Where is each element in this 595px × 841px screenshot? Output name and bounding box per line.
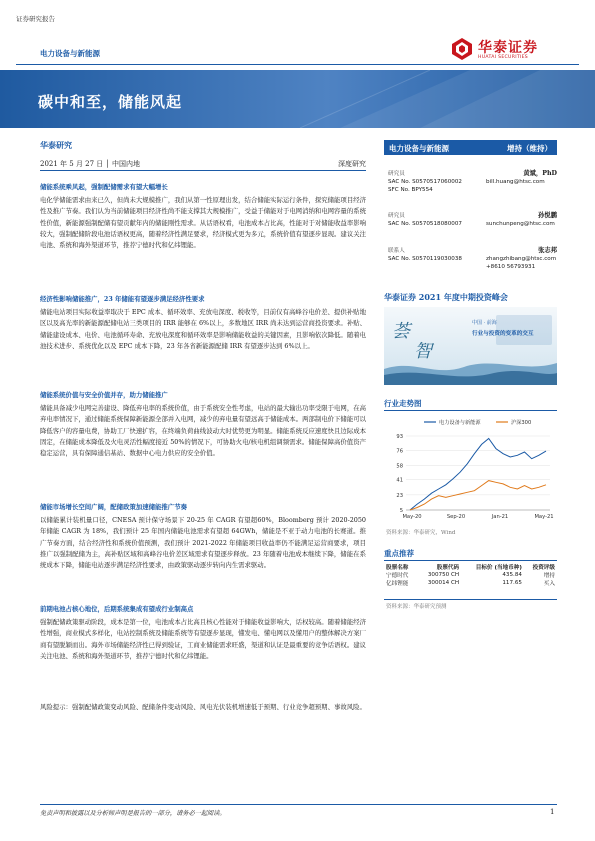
analyst-email[interactable]: zhangzhibang@htsc.com bbox=[486, 256, 557, 263]
target-price: 435.84 bbox=[502, 572, 522, 578]
section-2 bbox=[40, 294, 366, 352]
trend-source: 资料来源：华泰研究，Wind bbox=[386, 530, 456, 536]
legend-label: 电力设备与新能源 bbox=[439, 420, 481, 426]
summit-banner-image[interactable] bbox=[384, 307, 557, 385]
section-text: 电化学储能需求由来已久，但尚未大规模推广，我们从第一性原理出发，结合储能实际运行条件，探究储能项目经济性及推广节奏。我们认为当前储能项目经济性尚不能支撑其大规模推广，受益于储能对于电网消纳和电网容量的系统性价值，新能源强制配储有望贡献年内的储能刚性需求。从话语权看，电池成本占比高，性能对于对储能收益率影响较大，强制配储阶段电池话语权更高，随着经济性满足要求，经济模式更为多元，系统价值有望逐步显现。建议关注电池、系统和海外渠道环节，推荐宁德时代和亿纬锂能。 bbox=[40, 196, 366, 250]
stock-rating: 增持 bbox=[543, 573, 555, 579]
analyst-role: 研究员 bbox=[388, 171, 405, 177]
industry-header: 电力设备与新能源 bbox=[40, 49, 100, 58]
table-row bbox=[384, 571, 557, 579]
col-code: 股票代码 bbox=[436, 565, 460, 571]
huatai-logo-icon bbox=[450, 37, 474, 61]
stock-name: 宁德时代 bbox=[386, 573, 409, 579]
y-tick-label: 23 bbox=[396, 492, 403, 499]
section-1 bbox=[40, 182, 366, 251]
reco-source: 资料来源：华泰研究预测 bbox=[386, 604, 447, 610]
analyst-sfc: SFC No. BPY554 bbox=[388, 187, 433, 194]
x-tick-label: Jan-21 bbox=[491, 514, 509, 520]
x-tick-label: May-21 bbox=[534, 514, 554, 520]
y-tick-label: 58 bbox=[396, 463, 403, 470]
disclaimer: 免责声明和披露以及分析师声明是报告的一部分，请务必一起阅读。 bbox=[40, 810, 226, 817]
report-type: 深度研究 bbox=[338, 160, 366, 168]
research-org: 华泰研究 bbox=[40, 140, 72, 150]
section-5 bbox=[40, 604, 366, 662]
section-heading: 储能系统价值与安全价值并存，助力储能推广 bbox=[40, 391, 168, 399]
section-heading: 前期电池占核心地位，后期系统集成有望成行业制高点 bbox=[40, 605, 194, 613]
x-tick-label: Sep-20 bbox=[446, 514, 466, 520]
logo-text-cn: 华泰证券 bbox=[478, 40, 538, 56]
section-text: 储能电站项目实际收益率取决于 EPC 成本、循环效率、充放电深度、税收等，目前仅有高峰谷电价差、提供补贴地区以及高光率的新能源配储电站三类项目的 IRR 能够在 6%以上，多数地区 IRR 尚未达到运营商投资要求。补贴、储能建设成本、电价、电池循环寿命、充放电深度和循环效率是影响储能收益的关键因素，且影响依次降低。随着电池技术进步、系统优化以及 EPC 成本下降，23 年各省新能源配储 IRR 有望逐步达到 6%以上。 bbox=[40, 308, 366, 350]
stock-code: 300014 CH bbox=[427, 580, 460, 586]
analyst-sac: SAC No. S0570518080007 bbox=[388, 221, 462, 228]
x-tick-label: May-20 bbox=[402, 514, 422, 520]
analyst-sac: SAC No. S0570517060002 bbox=[388, 179, 462, 186]
logo-text-en: HUATAI SECURITIES bbox=[478, 55, 529, 60]
section-heading: 储能市场增长空间广阔，配储政策加速储能推广节奏 bbox=[40, 503, 187, 511]
reco-table bbox=[384, 563, 557, 587]
analyst-1 bbox=[388, 170, 557, 195]
y-tick-label: 41 bbox=[396, 477, 403, 484]
analyst-name: 张志邦 bbox=[538, 247, 557, 254]
reco-rule bbox=[384, 560, 557, 561]
report-title: 碳中和至，储能风起 bbox=[38, 93, 183, 111]
col-target: 目标价 (当地币种) bbox=[475, 565, 522, 571]
analyst-3 bbox=[388, 247, 557, 272]
legend-label: 沪深300 bbox=[511, 420, 532, 426]
section-text: 储能具备减少电网完善建设、降低弃电率的系统价值，由于系统安全性考虑，电站的最大输出功率受限于电网，在高弃电率情况下，通过储能系统保障新能源全部并入电网，减少的弃电量有望远高于储能成本。两部制电价下储能可以降低客户的容量电费，协助工厂快速扩容，在终端负荷曲线波动大时优势更为明显。储能系统反应速度快且边际成本固定，在储能成本降低及火电灵活性幅度接近 50%的情况下，可协助火电/核电机组调频需求。储能保障高价值资产稳定运营，具有保障通信基站、数据中心电力供应的安全价值。 bbox=[40, 404, 366, 458]
target-price: 117.65 bbox=[502, 580, 522, 586]
y-tick-label: 93 bbox=[396, 434, 403, 440]
section-heading: 经济性影响储能推广，23 年储能有望逐步满足经济性要求 bbox=[40, 295, 205, 303]
section-3 bbox=[40, 390, 366, 459]
trend-title: 行业走势图 bbox=[384, 399, 422, 408]
footer-rule bbox=[40, 804, 557, 805]
analyst-sac: SAC No. S0570119030038 bbox=[388, 256, 462, 263]
risk-warning: 风险提示：强制配储政策变动风险、配储条件变动风险、风电光伏装机增速低于预期、行业竞争超预期、事故风险。 bbox=[40, 703, 366, 711]
doc-type: 证券研究报告 bbox=[16, 15, 55, 23]
huatai-logo bbox=[450, 37, 580, 65]
analyst-role: 联系人 bbox=[388, 248, 405, 254]
analyst-2 bbox=[388, 212, 557, 228]
rating-industry: 电力设备与新能源 bbox=[389, 144, 449, 153]
rating-header bbox=[384, 140, 557, 155]
summit-char-1: 荟 bbox=[392, 321, 410, 342]
page-number: 1 bbox=[550, 808, 555, 816]
reco-header-row bbox=[384, 563, 557, 571]
section-heading: 储能系统乘风起，强制配储需求有望大幅增长 bbox=[40, 183, 168, 191]
series-line bbox=[410, 481, 546, 510]
analyst-email[interactable]: sunchunpeng@htsc.com bbox=[486, 221, 555, 228]
section-text: 强制配储政策驱动阶段，成本是第一位，电池成本占比高且核心性能对于储能收益影响大，话权较高。随着储能经济性增强，商业模式多样化，电站控制系统及储能系统等有望逐步显现，懂发电、懂电网以及懂用户的整体解决方案厂商有望脱颖而出。海外市场储能经济性已得到验证，工商业储能需求旺盛，渠道和认证是最重要的竞争话语权。建议关注电池、系统和海外渠道环节，推荐宁德时代和亿纬锂能。 bbox=[40, 618, 366, 660]
y-tick-label: 76 bbox=[396, 448, 403, 455]
stock-code: 300750 CH bbox=[427, 572, 460, 578]
section-text: 以储能累计装机量口径，CNESA 预计保守场景下 20-25 年 CAGR 有望超60%，Bloomberg 预计 2020-2050 年储能 CAGR 为 18%，我们预计 25 年国内储能电池需求有望超 64GWh，储能是不亚于动力电池的长赛道。推广节奏方面，结合经济性和系统价值预测，我们预计 2021-2022 年储能项目收益率仍不能满足运营商要求，项目推广以强制配储为主，高补贴区域和高峰谷电价差区域需求有望逐步释放。23 年随着电池成本继续下降，储能在系统成本下降，储能电站逐步满足经济性要求，由政策驱动逐步转向内生需求驱动。 bbox=[40, 516, 366, 570]
y-tick-label: 5 bbox=[399, 508, 403, 514]
analyst-phone: +8610 56793931 bbox=[486, 264, 536, 271]
col-name: 股票名称 bbox=[386, 565, 409, 571]
trend-rule bbox=[384, 410, 557, 411]
ad-title: 华泰证券 2021 年度中期投资峰会 bbox=[384, 292, 508, 302]
title-banner bbox=[0, 70, 595, 128]
summit-subtitle: 行业与投资的变革的交互 bbox=[472, 331, 534, 337]
report-date: 2021 年 5 月 27 日 │ 中国内地 bbox=[40, 160, 140, 168]
table-row bbox=[384, 579, 557, 587]
summit-char-2: 智 bbox=[414, 341, 432, 362]
reco-title: 重点推荐 bbox=[384, 549, 414, 558]
section-4 bbox=[40, 502, 366, 571]
meta-row bbox=[40, 157, 366, 171]
analyst-name: 黄斌，PhD bbox=[523, 170, 557, 177]
col-rating: 投资评级 bbox=[532, 565, 555, 571]
rating-value: 增持（维持） bbox=[507, 144, 552, 153]
stock-name: 亿纬锂能 bbox=[386, 581, 409, 587]
analyst-role: 研究员 bbox=[388, 213, 405, 219]
analyst-email[interactable]: bill.huang@htsc.com bbox=[486, 179, 545, 186]
industry-trend-chart bbox=[384, 414, 557, 526]
analyst-name: 孙悦鹏 bbox=[538, 212, 557, 219]
reco-bottom-rule bbox=[384, 599, 557, 600]
summit-logo: 中国 · 前海 bbox=[472, 320, 497, 326]
stock-rating: 买入 bbox=[543, 581, 555, 587]
